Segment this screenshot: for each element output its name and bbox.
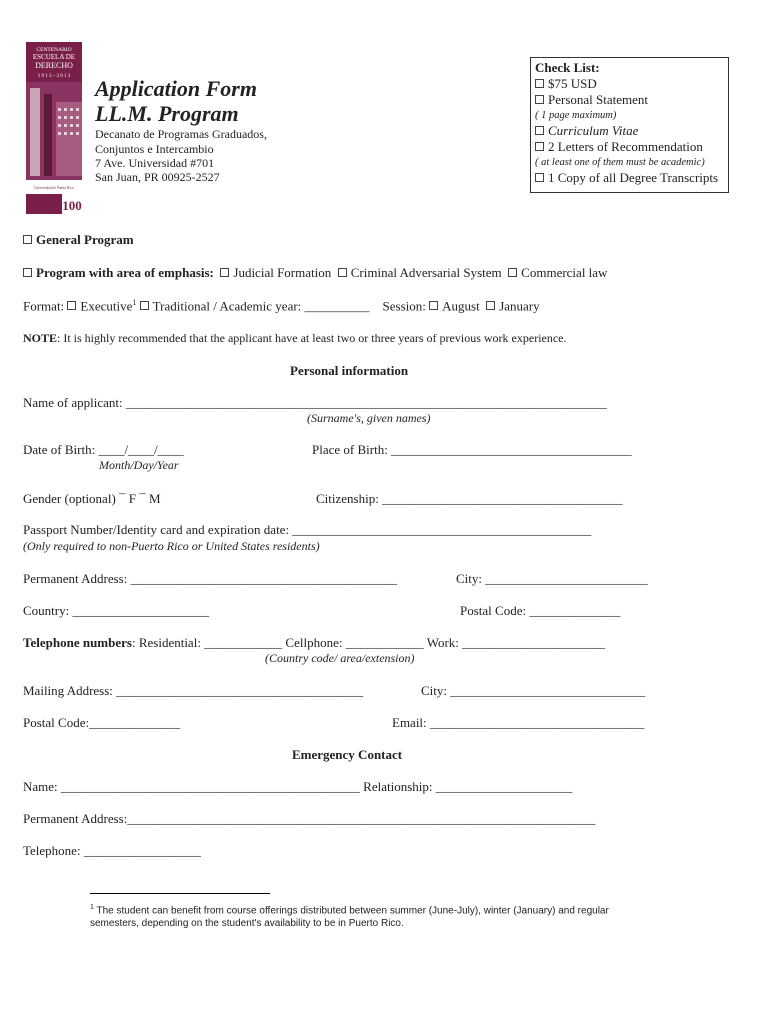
logo-badge: 100 [62,198,82,213]
option-executive: Executive [80,298,133,314]
checklist-item-cv: Curriculum Vitae [535,123,724,139]
checkbox[interactable] [220,268,229,277]
school-logo [26,42,82,214]
city-field[interactable]: City: _________________________ [456,571,648,586]
address-line2: Conjuntos e Intercambio [95,142,214,156]
passport-hint: (Only required to non-Puerto Rico or United States residents) [23,539,320,553]
option-judicial: Judicial Formation [233,265,332,280]
option-january: January [499,298,540,314]
mailing-address-field[interactable]: Mailing Address: ______________________________________ [23,683,364,698]
emergency-address-field[interactable]: Permanent Address:________________________________________________________________________ [23,811,596,826]
checkbox[interactable] [535,95,544,104]
dob-field[interactable]: Date of Birth: ____/____/____ [23,442,184,457]
checkbox[interactable] [23,268,32,277]
checklist-title: Check List: [535,60,600,75]
gender-field[interactable]: Gender (optional) ¯ F ¯ M [23,491,161,506]
checklist-item-statement: Personal Statement [535,92,724,108]
note-line [23,331,567,346]
form-title: Application Form [95,76,257,101]
logo-line3: DERECHO [35,61,73,70]
checklist-note-letters: ( at least one of them must be academic) [535,157,705,168]
checkbox[interactable] [486,301,495,310]
footnote-line1: $^1$ The student can benefit from course offerings distributed between summer (June-July), winter (January) and regular [90,904,609,917]
checkbox[interactable] [535,79,544,88]
logo-line1: CENTENARIO [36,47,72,53]
logo-line2: ESCUELA DE [32,53,76,61]
telephone-label: Telephone numbers [23,635,132,650]
checkbox[interactable] [508,268,517,277]
telephone-fields: : Residential: ____________ Cellphone: ____________ Work: ______________________ [131,635,606,650]
emphasis-row [23,265,607,281]
telephone-row[interactable] [23,635,605,651]
checkbox[interactable] [338,268,347,277]
emphasis-label: Program with area of emphasis: [36,265,214,280]
footnote-divider [90,893,270,894]
checklist-item-transcripts: 1 Copy of all Degree Transcripts [535,170,724,186]
checkbox[interactable] [429,301,438,310]
checkbox[interactable] [23,235,32,244]
applicant-name-hint: (Surname's, given names) [307,411,431,425]
footnote-mark: 1 [90,904,94,911]
session-label: Session: [382,298,426,314]
option-commercial: Commercial law [521,265,608,280]
format-label: Format: [23,298,65,314]
address-line4: San Juan, PR 00925-2527 [95,170,220,184]
place-of-birth-field[interactable]: Place of Birth: _____________________________________ [312,442,632,457]
emergency-name-field[interactable]: Name: ______________________________________________ Relationship: _____________________ [23,779,573,794]
checkbox[interactable] [140,301,149,310]
mailing-postal-field[interactable]: Postal Code:______________ [23,715,181,730]
passport-field[interactable]: Passport Number/Identity card and expiration date: ______________________________________________ [23,522,592,537]
personal-heading: Personal information [290,363,409,378]
postal-code-field[interactable]: Postal Code: ______________ [460,603,621,618]
note-text: : It is highly recommended that the applicant have at least two or three years of previous work experience. [57,331,567,345]
checkbox[interactable] [535,126,544,135]
checklist-box [530,57,729,193]
checklist-item-letters: 2 Letters of Recommendation [535,139,724,155]
permanent-address-field[interactable]: Permanent Address: _________________________________________ [23,571,398,586]
footnote-ref: 1 [132,298,137,307]
checkbox[interactable] [535,173,544,182]
mailing-city-field[interactable]: City: ______________________________ [421,683,646,698]
checkbox[interactable] [67,301,76,310]
applicant-name-field[interactable]: Name of applicant: __________________________________________________________________________ [23,395,607,410]
footnote-line2: semesters, depending on the student's availability to be in Puerto Rico. [90,918,404,929]
email-field[interactable]: Email: _________________________________ [392,715,645,730]
option-traditional: Traditional / Academic year: __________ [152,298,370,314]
checkbox[interactable] [535,142,544,151]
option-august: August [442,298,480,314]
emergency-telephone-field[interactable]: Telephone: __________________ [23,843,201,858]
option-criminal: Criminal Adversarial System [350,265,502,280]
telephone-hint: (Country code/ area/extension) [265,651,415,665]
format-row [23,298,540,314]
program-title: LL.M. Program [95,101,239,126]
citizenship-field[interactable]: Citizenship: _____________________________________ [316,491,623,506]
checklist-note-statement: ( 1 page maximum) [535,110,617,121]
address-line1: Decanato de Programas Graduados, [95,127,267,141]
address-line3: 7 Ave. Universidad #701 [95,156,215,170]
note-bold: NOTE [23,331,58,345]
country-field[interactable]: Country: _____________________ [23,603,209,618]
checklist-item-fee: $75 USD [535,76,724,92]
emergency-heading: Emergency Contact [292,747,403,762]
logo-line4: 1 9 1 3 – 2 0 1 3 [37,74,71,79]
dob-hint: Month/Day/Year [99,458,179,472]
general-program-option[interactable]: General Program [23,232,134,248]
logo-line5: Universidad de Puerto Rico [34,186,74,190]
